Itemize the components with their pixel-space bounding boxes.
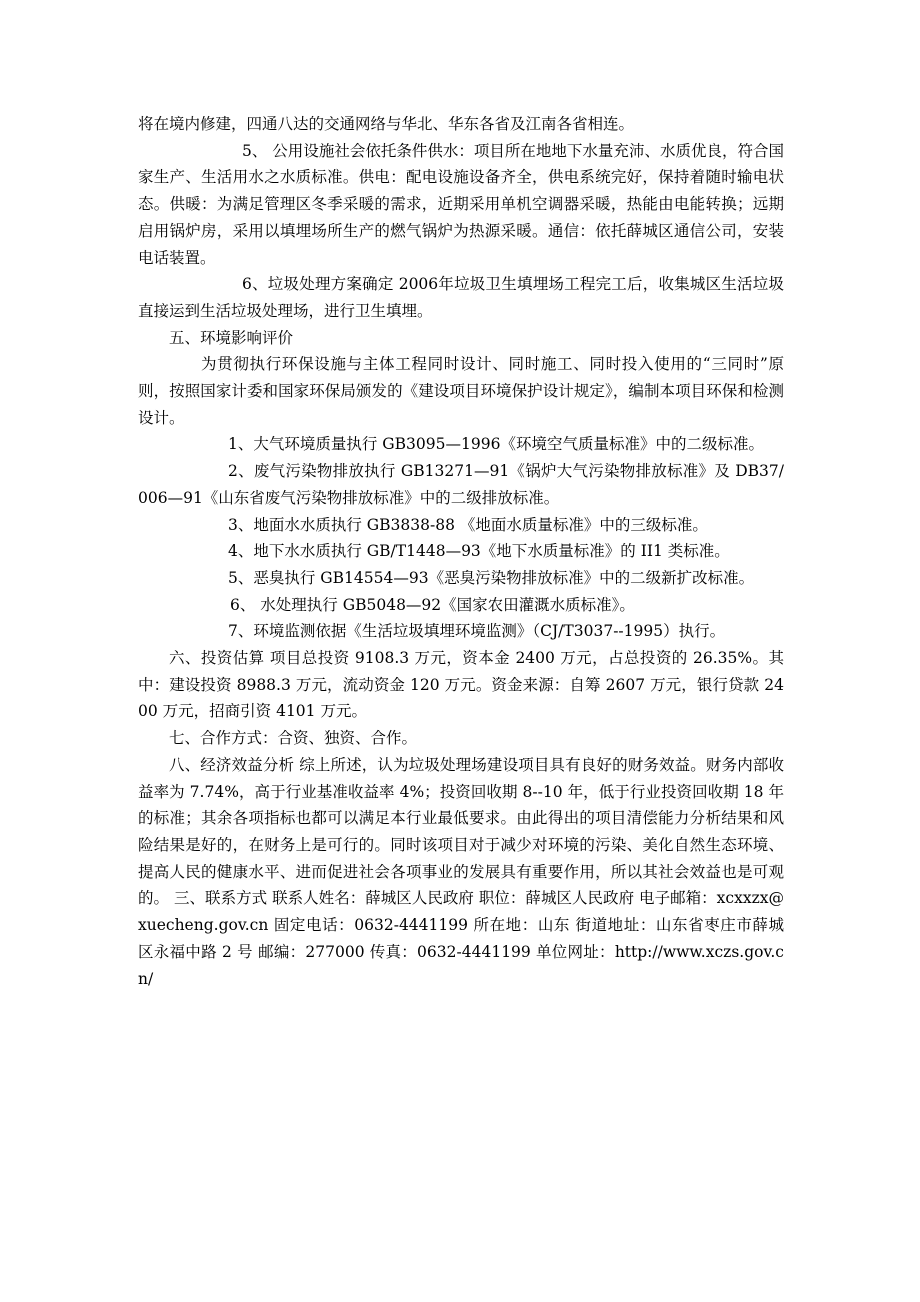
paragraph-three-simultaneous: 为贯彻执行环保设施与主体工程同时设计、同时施工、同时投入使用的“三同时”原则，按照国家计委和国家环保局颁发的《建设项目环境保护设计规定》，编制本项目环保和检测设计。: [138, 355, 784, 427]
paragraph-transport: 将在境内修建，四通八达的交通网络与华北、华东各省及江南各省相连。: [138, 115, 635, 133]
paragraph-waste-plan: 6、垃圾处理方案确定 2006年垃圾卫生填埋场工程完工后，收集城区生活垃圾直接运到生活垃圾处理场，进行卫生填埋。: [138, 275, 784, 320]
standard-item-1: 1、大气环境质量执行 GB3095—1996《环境空气质量标准》中的二级标准。: [228, 435, 764, 454]
paragraph-cooperation: 七、合作方式：合资、独资、合作。: [169, 729, 418, 748]
standard-item-5: 5、恶臭执行 GB14554—93《恶臭污染物排放标准》中的二级新扩改标准。: [228, 568, 755, 587]
standard-item-3: 3、地面水水质执行 GB3838-88 《地面水质量标准》中的三级标准。: [228, 515, 708, 534]
standard-item-4: 4、地下水水质执行 GB/T1448—93《地下水质量标准》的 II1 类标准。: [228, 542, 730, 561]
standard-item-6: 6、 水处理执行 GB5048—92《国家农田灌溉水质标准》。: [230, 595, 635, 614]
paragraph-investment: 六、投资估算 项目总投资 9108.3 万元，资本金 2400 万元，占总投资的 26.35%。其中：建设投资 8988.3 万元，流动资金 120 万元。资金来源：自筹 2607 万元，银行贷款 2400 万元，招商引资 4101 万元。: [138, 649, 784, 721]
document-body: [138, 111, 784, 992]
standard-item-7: 7、环境监测依据《生活垃圾填埋环境监测》（CJ/T3037--1995）执行。: [228, 622, 726, 641]
standard-item-2: 2、废气污染物排放执行 GB13271—91《锅炉大气污染物排放标准》及 DB37/006—91《山东省废气污染物排放标准》中的二级排放标准。: [138, 462, 784, 507]
section-heading-environment: 五、环境影响评价: [169, 328, 294, 347]
paragraph-public-utilities: 5、 公用设施社会依托条件供水：项目所在地地下水量充沛、水质优良，符合国家生产、生活用水之水质标准。供电：配电设施设备齐全，供电系统完好，保持着随时输电状态。供暖：为满足管理区冬季采暖的需求，近期采用单机空调器采暖，热能由电能转换；远期启用锅炉房，采用以填埋场所生产的燃气锅炉为热源采暖。通信：依托薛城区通信公司，安装电话装置。: [138, 141, 784, 267]
paragraph-economic-analysis: 八、经济效益分析 综上所述，认为垃圾处理场建设项目具有良好的财务效益。财务内部收益率为 7.74%，高于行业基准收益率 4%；投资回收期 8--10 年，低于行业投资回收期 18 年的标准；其余各项指标也都可以满足本行业最低要求。由此得出的项目清偿能力分析结果和风险结果是好的，在财务上是可行的。同时该项目对于减少对环境的污染、美化自然生态环境、提高人民的健康水平、进而促进社会各项事业的发展具有重要作用，所以其社会效益也是可观的。 三、联系方式 联系人姓名：薛城区人民政府 职位：薛城区人民政府 电子邮箱：xcxxzx@xuecheng.gov.cn 固定电话：0632-4441199 所在地：山东 街道地址：山东省枣庄市薛城区永福中路 2 号 邮编：277000 传真：0632-4441199 单位网址：http://www.xczs.gov.cn/: [138, 755, 784, 988]
